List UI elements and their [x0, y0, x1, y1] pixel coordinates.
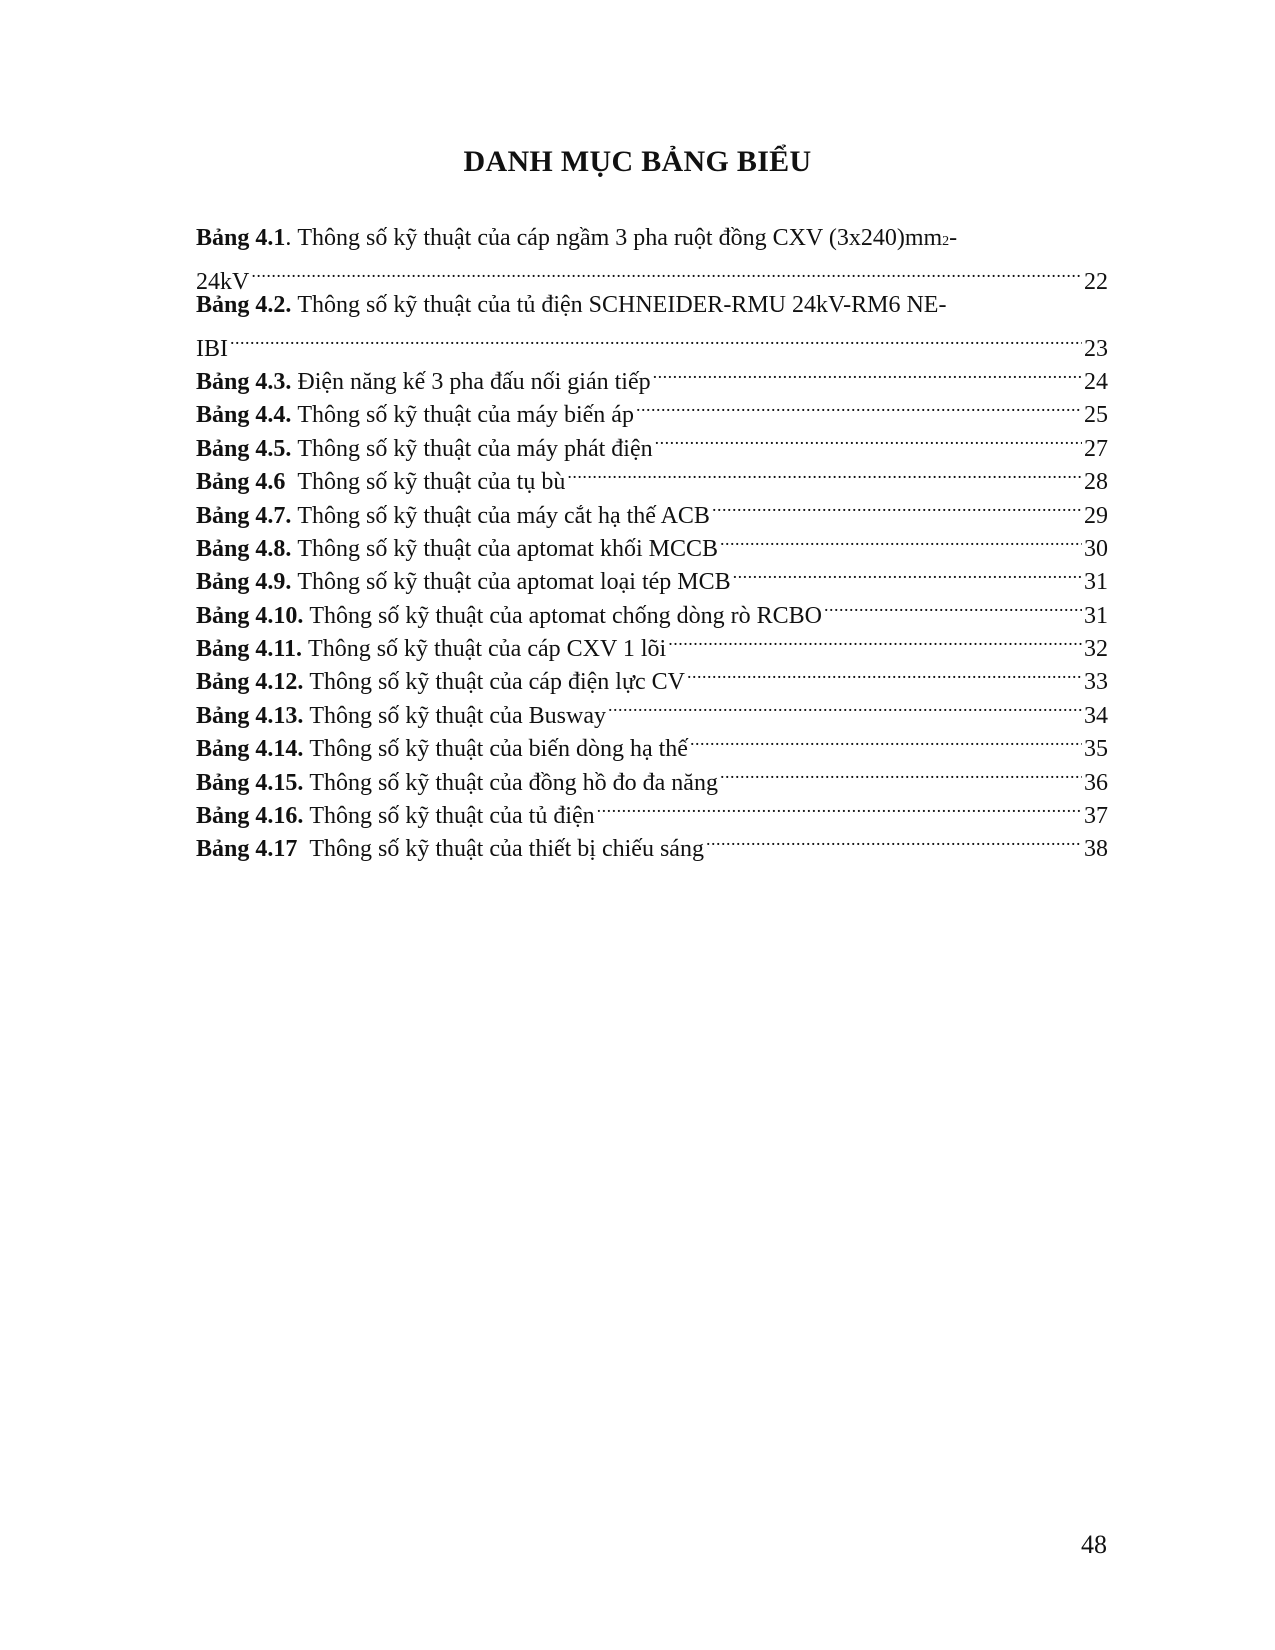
toc-entry-page: 29 — [1084, 502, 1108, 529]
toc-entry-text: Thông số kỹ thuật của cáp ngầm 3 pha ruột đồng CXV (3x240)mm — [297, 225, 943, 251]
leader-dots — [608, 689, 1082, 722]
table-of-tables — [196, 222, 1108, 863]
page-title: DANH MỤC BẢNG BIỂU — [463, 145, 812, 178]
toc-entry-text: Thông số kỹ thuật của máy biến áp — [297, 402, 634, 429]
toc-entry-text: Thông số kỹ thuật của biến dòng hạ thế — [309, 736, 688, 763]
toc-entry-text: Điện năng kế 3 pha đấu nối gián tiếp — [297, 368, 651, 395]
leader-dots — [712, 489, 1082, 522]
leader-dots — [690, 723, 1082, 756]
toc-entry-4-3[interactable] — [196, 356, 1108, 395]
toc-entry-separator: . — [285, 225, 298, 251]
leader-dots — [720, 523, 1082, 556]
toc-entry-text: Thông số kỹ thuật của tủ điện — [309, 803, 595, 830]
toc-entry-text: Thông số kỹ thuật của tụ bù — [297, 469, 566, 496]
leader-dots — [720, 756, 1082, 789]
toc-entry-page: 35 — [1084, 736, 1108, 763]
toc-entry-label: Bảng 4.4. — [196, 402, 292, 429]
toc-entry-page: 32 — [1084, 636, 1108, 663]
toc-entry-text: Thông số kỹ thuật của cáp điện lực CV — [309, 669, 685, 696]
toc-entry-label: Bảng 4.1 — [196, 225, 286, 251]
toc-entry-4-1-line-2[interactable] — [196, 255, 1108, 295]
toc-entry-text: Thông số kỹ thuật của máy phát điện — [297, 435, 653, 462]
toc-entry-text: Thông số kỹ thuật của cáp CXV 1 lõi — [308, 636, 667, 663]
toc-entry-text: Thông số kỹ thuật của aptomat loại tép MCB — [297, 569, 731, 596]
leader-dots — [706, 823, 1082, 856]
toc-entry-page: 31 — [1084, 602, 1108, 629]
toc-entry-label: Bảng 4.14. — [196, 736, 304, 763]
toc-entry-label: Bảng 4.13. — [196, 702, 304, 729]
toc-entry-4-2-line-1[interactable] — [196, 289, 1108, 322]
leader-dots — [655, 422, 1082, 455]
toc-entry-label: Bảng 4.2. — [196, 291, 292, 318]
toc-entry-page: 25 — [1084, 402, 1108, 429]
toc-entry-page: 33 — [1084, 669, 1108, 696]
leader-dots — [824, 589, 1082, 622]
toc-entry-label: Bảng 4.12. — [196, 669, 304, 696]
toc-entry-label: Bảng 4.15. — [196, 769, 304, 796]
toc-entry-page: 31 — [1084, 569, 1108, 596]
toc-entry-page: 37 — [1084, 803, 1108, 830]
leader-dots — [567, 456, 1082, 489]
toc-entry-page: 27 — [1084, 435, 1108, 462]
toc-entry-page: 22 — [1084, 268, 1108, 295]
toc-entry-page: 24 — [1084, 368, 1108, 395]
toc-entry-continuation: 24kV — [196, 268, 250, 295]
toc-entry-label: Bảng 4.3. — [196, 368, 292, 395]
toc-entry-page: 34 — [1084, 702, 1108, 729]
toc-entry-page: 36 — [1084, 769, 1108, 796]
toc-entry-text: Thông số kỹ thuật của máy cắt hạ thế ACB — [297, 502, 710, 529]
leader-dots — [668, 623, 1082, 656]
leader-dots — [251, 255, 1082, 288]
toc-entry-text-tail: - — [949, 225, 958, 251]
toc-entry-label: Bảng 4.16. — [196, 803, 304, 830]
toc-entry-label: Bảng 4.10. — [196, 602, 304, 629]
toc-entry-label: Bảng 4.5. — [196, 435, 292, 462]
leader-dots — [733, 556, 1082, 589]
toc-entry-continuation: IBI — [196, 335, 228, 362]
toc-entry-page: 30 — [1084, 535, 1108, 562]
toc-entry-label: Bảng 4.7. — [196, 502, 292, 529]
toc-entry-page: 28 — [1084, 469, 1108, 496]
toc-entry-label: Bảng 4.6 — [196, 469, 286, 496]
toc-entry-4-1-line-1[interactable]: Bảng 4.1 . Thông số kỹ thuật của cáp ngầm 3 pha ruột đồng CXV (3x240)mm 2 - — [196, 222, 1108, 255]
toc-entry-text: Thông số kỹ thuật của Busway — [309, 702, 606, 729]
toc-entry-text: Thông số kỹ thuật của aptomat khối MCCB — [297, 535, 718, 562]
toc-entry-label: Bảng 4.8. — [196, 535, 292, 562]
leader-dots — [230, 322, 1082, 355]
toc-entry-text: Thông số kỹ thuật của đồng hồ đo đa năng — [309, 769, 718, 796]
toc-entry-text: Thông số kỹ thuật của tủ điện SCHNEIDER-RMU 24kV-RM6 NE- — [297, 291, 947, 318]
page-number: 48 — [1081, 1530, 1107, 1559]
leader-dots — [597, 790, 1082, 823]
toc-entry-label: Bảng 4.9. — [196, 569, 292, 596]
toc-entry-label: Bảng 4.11. — [196, 636, 303, 663]
leader-dots — [636, 389, 1082, 422]
toc-entry-page: 38 — [1084, 836, 1108, 863]
toc-entry-text: Thông số kỹ thuật của aptomat chống dòng rò RCBO — [309, 602, 822, 629]
toc-entry-page: 23 — [1084, 335, 1108, 362]
toc-entry-text: Thông số kỹ thuật của thiết bị chiếu sáng — [309, 836, 704, 863]
toc-entry-4-2-line-2[interactable] — [196, 322, 1108, 362]
leader-dots — [687, 656, 1082, 689]
toc-entry-label: Bảng 4.17 — [196, 836, 298, 863]
leader-dots — [653, 356, 1082, 389]
